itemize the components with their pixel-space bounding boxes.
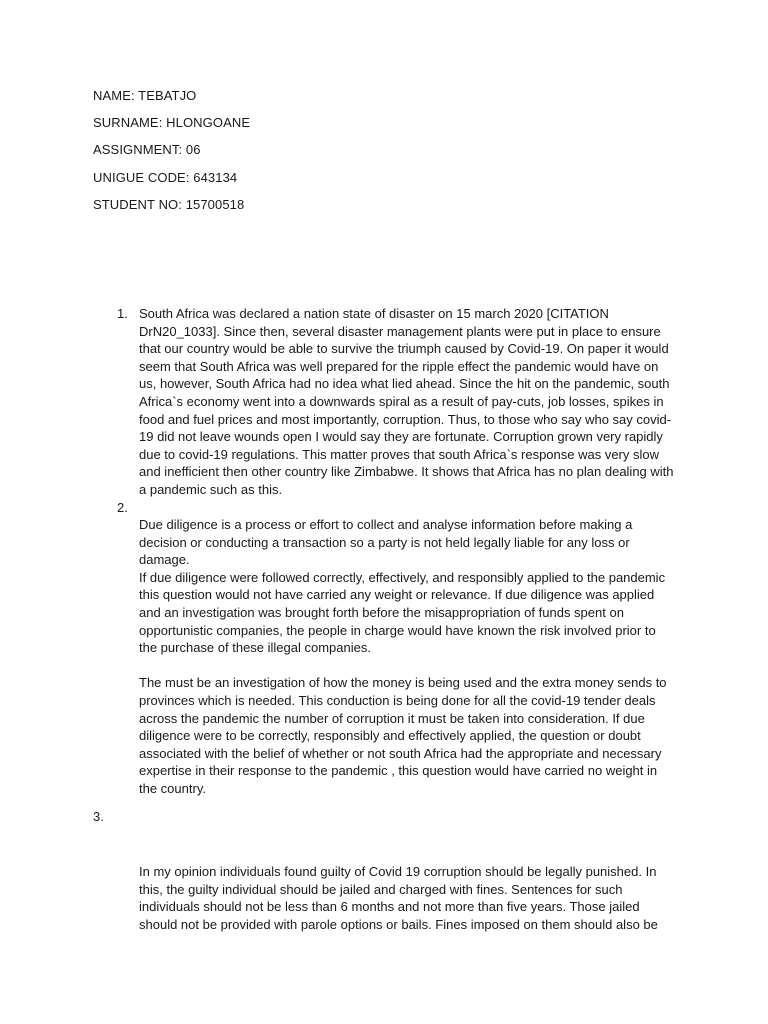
student-no-line: STUDENT NO: 15700518 <box>93 197 245 212</box>
answer-1-body <box>139 305 674 499</box>
unique-code-line: UNIGUE CODE: 643134 <box>93 170 238 185</box>
answer-3-paragraph: In my opinion individuals found guilty of Covid 19 corruption should be legally punished. In this, the guilty individual should be jailed and charged with fines. Sentences for such individuals should not be less than 6 months and not more than five years. Those jailed should not be provided with parole options or bails. Fines imposed on them should also be <box>139 864 658 932</box>
answer-1-number: 1. <box>117 306 128 321</box>
assignment-line: ASSIGNMENT: 06 <box>93 142 201 157</box>
answer-2-paragraph-2: If due diligence were followed correctly, effectively, and responsibly applied to the pandemic this question would not have carried any weight or relevance. If due diligence was applied and an investigation was brought forth before the misappropriation of funds spent on opportunistic companies, the people in charge would have known the risk involved prior to the purchase of these illegal companies. <box>139 569 666 656</box>
answer-3-body <box>139 863 674 933</box>
answer-3-number: 3. <box>93 809 104 824</box>
answer-1-paragraph: South Africa was declared a nation state of disaster on 15 march 2020 [CITATION DrN20_1033]. Since then, several disaster management plants were put in place to ensure that our country would be able to survive the triumph caused by Covid-19. On paper it would seem that South Africa was well prepared for the ripple effect the pandemic would have on us, however, South Africa had no idea what lied ahead. Since the hit on the pandemic, south Africa`s economy went into a downwards spiral as a result of pay-cuts, job losses, spikes in food and fuel prices and most importantly, corruption. Thus, to those who say who say covid-19 did not leave wounds open I would say they are fortunate. Corruption grown very rapidly due to covid-19 regulations. This matter proves that south Africa`s response was very slow and inefficient then other country like Zimbabwe. It shows that Africa has no plan dealing with a pandemic such as this. <box>139 306 674 497</box>
name-line: NAME: TEBATJO <box>93 88 197 103</box>
surname-line: SURNAME: HLONGOANE <box>93 115 251 130</box>
answer-2-number: 2. <box>117 500 128 515</box>
answer-2-body <box>139 516 674 798</box>
answer-2-paragraph-3: The must be an investigation of how the money is being used and the extra money sends to provinces which is needed. This conduction is being done for all the covid-19 tender deals across the pandemic the number of corruption it must be taken into consideration. If due diligence were to be correctly, responsibly and effectively applied, the question or doubt associated with the belief of whether or not south Africa had the appropriate and necessary expertise in their response to the pandemic , this question would have carried no weight in the country. <box>139 675 667 796</box>
answer-2-paragraph-1: Due diligence is a process or effort to collect and analyse information before making a decision or conducting a transaction so a party is not held legally liable for any loss or damage. <box>139 517 633 568</box>
